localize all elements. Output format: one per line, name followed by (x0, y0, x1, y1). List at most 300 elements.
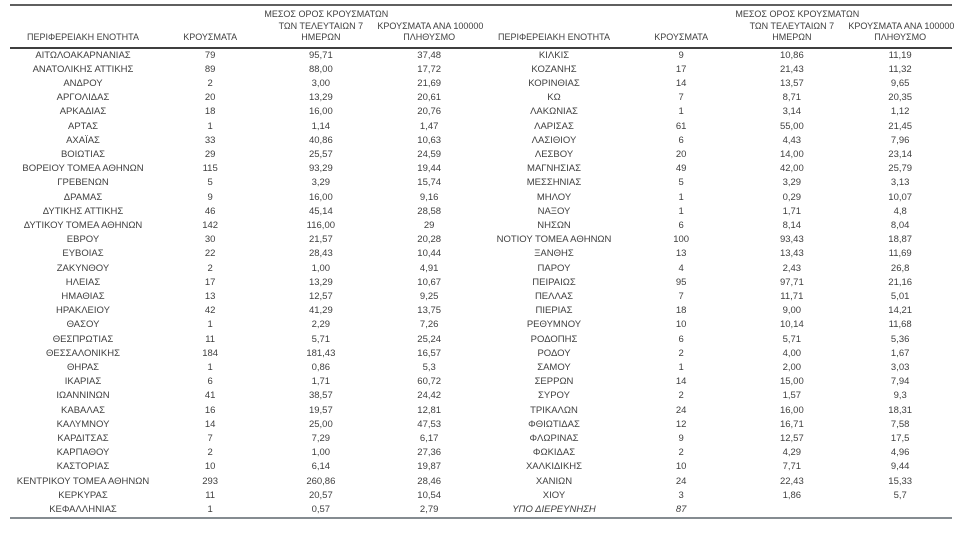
cell-per100k: 4,96 (890, 447, 910, 459)
table-row (10, 91, 481, 105)
cell-avg7: 16,00 (308, 106, 333, 118)
table-row (10, 432, 481, 446)
cell-region: ΠΑΡΟΥ (537, 262, 571, 274)
table-row (10, 191, 481, 205)
table-row (10, 375, 481, 389)
cell-avg7: 28,43 (308, 248, 333, 260)
cell-cases: 9 (207, 191, 213, 203)
cell-avg7: 7,71 (782, 461, 802, 473)
cell-region: ΧΑΝΙΩΝ (535, 475, 573, 487)
table-row (481, 176, 952, 190)
cell-region: ΖΑΚΥΝΘΟΥ (56, 262, 110, 274)
cell-avg7: 13,29 (308, 276, 333, 288)
cell-cases: 2 (678, 390, 684, 402)
cell-region: ΚΑΛΥΜΝΟΥ (56, 418, 110, 430)
table-row (10, 219, 481, 233)
cell-cases: 7 (678, 92, 684, 104)
cell-cases: 79 (204, 49, 216, 61)
cell-cases: 6 (678, 134, 684, 146)
table-row (10, 205, 481, 219)
table-row (10, 105, 481, 119)
cell-region: ΚΕΝΤΡΙΚΟΥ ΤΟΜΕΑ ΑΘΗΝΩΝ (16, 475, 150, 487)
cell-per100k: 9,44 (890, 461, 910, 473)
table-row (10, 247, 481, 261)
cell-cases: 1 (207, 361, 213, 373)
cell-per100k: 2,79 (419, 504, 439, 515)
cell-avg7: 16,71 (779, 418, 804, 430)
cell-cases: 5 (678, 177, 684, 189)
cell-cases: 16 (204, 404, 216, 416)
column-header-avg7: ΜΕΣΟΣ ΟΡΟΣ ΚΡΟΥΣΜΑΤΩΝ ΤΩΝ ΤΕΛΕΥΤΑΙΩΝ 7 ΗΜΕΡΩΝ (735, 6, 848, 48)
cell-avg7: 12,57 (779, 432, 804, 444)
cell-region: ΡΟΔΟΠΗΣ (530, 333, 578, 345)
cell-cases: 29 (204, 148, 216, 160)
table-row (481, 503, 952, 517)
cell-per100k: 6,17 (419, 432, 439, 444)
cell-cases: 87 (675, 504, 687, 515)
cell-avg7: 88,00 (308, 63, 333, 75)
cell-per100k: 28,46 (417, 475, 442, 487)
cell-region: ΑΡΓΟΛΙΔΑΣ (56, 92, 110, 104)
cell-region: ΧΑΛΚΙΔΙΚΗΣ (525, 461, 583, 473)
table-row (10, 276, 481, 290)
table-row (481, 191, 952, 205)
cell-avg7: 38,57 (308, 390, 333, 402)
cell-avg7: 97,71 (779, 276, 804, 288)
cell-avg7: 13,57 (779, 77, 804, 89)
cell-region: ΑΙΤΩΛΟΑΚΑΡΝΑΝΙΑΣ (35, 49, 131, 61)
table-row (481, 63, 952, 77)
cell-per100k: 27,36 (417, 447, 442, 459)
table-row (481, 290, 952, 304)
cell-per100k (848, 503, 952, 517)
cell-cases: 184 (202, 347, 219, 359)
table-row (481, 432, 952, 446)
regional-cases-table-right (481, 6, 955, 517)
cell-region: ΘΕΣΠΡΩΤΙΑΣ (52, 333, 114, 345)
cell-per100k: 10,67 (417, 276, 442, 288)
cell-cases: 6 (678, 333, 684, 345)
cell-region: ΣΑΜΟΥ (537, 361, 571, 373)
cell-cases: 1 (678, 205, 684, 217)
table-row (10, 460, 481, 474)
cell-region: ΘΕΣΣΑΛΟΝΙΚΗΣ (46, 347, 120, 359)
cell-cases: 42 (204, 305, 216, 317)
cell-avg7: 3,29 (782, 177, 802, 189)
table-row (481, 361, 952, 375)
cell-cases: 89 (204, 63, 216, 75)
cell-per100k: 20,28 (417, 234, 442, 246)
cell-region: ΗΡΑΚΛΕΙΟΥ (56, 305, 110, 317)
table-row (481, 446, 952, 460)
cell-region: ΜΑΓΝΗΣΙΑΣ (527, 163, 581, 175)
table-row (481, 134, 952, 148)
cell-per100k: 26,8 (890, 262, 910, 274)
table-row (10, 389, 481, 403)
cell-avg7: 93,29 (308, 163, 333, 175)
table-row (10, 77, 481, 91)
cell-avg7: 2,29 (311, 319, 331, 331)
cell-region: ΕΥΒΟΙΑΣ (62, 248, 104, 260)
cell-region: ΡΟΔΟΥ (537, 347, 571, 359)
table-row (481, 77, 952, 91)
cell-region: ΠΕΛΛΑΣ (534, 290, 574, 302)
cell-cases: 1 (207, 504, 213, 515)
cell-region: ΗΛΕΙΑΣ (65, 276, 101, 288)
cell-region: ΡΕΘΥΜΝΟΥ (526, 319, 582, 331)
cell-per100k: 18,31 (888, 404, 913, 416)
cell-cases: 46 (204, 205, 216, 217)
cell-per100k: 11,68 (888, 319, 912, 331)
cell-region: ΔΡΑΜΑΣ (63, 191, 103, 203)
cell-per100k: 3,13 (890, 177, 910, 189)
cell-region: ΝΗΣΩΝ (537, 219, 571, 231)
cell-avg7: 4,43 (782, 134, 802, 146)
table-row (481, 375, 952, 389)
cell-cases: 18 (204, 106, 216, 118)
cell-cases: 10 (675, 461, 687, 473)
cell-region: ΚΑΣΤΟΡΙΑΣ (56, 461, 110, 473)
table-row (481, 404, 952, 418)
cell-per100k: 5,01 (890, 290, 910, 302)
cell-cases: 11 (205, 333, 216, 345)
column-header-region: ΠΕΡΙΦΕΡΕΙΑΚΗ ΕΝΟΤΗΤΑ (10, 6, 156, 48)
cell-per100k: 13,75 (417, 305, 442, 317)
cell-cases: 12 (675, 418, 687, 430)
cell-region: ΚΕΡΚΥΡΑΣ (58, 489, 108, 501)
column-header-cases: ΚΡΟΥΣΜΑΤΑ (156, 6, 264, 48)
cell-avg7: 4,29 (782, 447, 802, 459)
cell-region: ΞΑΝΘΗΣ (534, 248, 574, 260)
cell-per100k: 23,14 (888, 148, 913, 160)
cell-region: ΑΧΑΪΑΣ (66, 134, 100, 146)
cell-cases: 2 (678, 347, 684, 359)
cell-region: ΙΩΑΝΝΙΝΩΝ (56, 390, 110, 402)
cell-per100k: 1,67 (890, 347, 910, 359)
cell-avg7: 12,57 (308, 290, 333, 302)
table-body-left (10, 48, 481, 518)
cell-per100k: 4,8 (893, 205, 907, 217)
cell-avg7: 3,14 (782, 106, 802, 118)
cell-cases: 11 (205, 489, 216, 501)
cell-cases: 17 (204, 276, 216, 288)
table-row (481, 418, 952, 432)
cell-per100k: 12,81 (417, 404, 442, 416)
cell-cases: 41 (204, 390, 216, 402)
table-body-right (481, 48, 952, 518)
cell-region: ΝΟΤΙΟΥ ΤΟΜΕΑ ΑΘΗΝΩΝ (496, 234, 612, 246)
cell-per100k: 10,44 (417, 248, 442, 260)
cell-cases: 7 (678, 290, 684, 302)
cell-per100k: 9,65 (890, 77, 910, 89)
table-row (10, 318, 481, 332)
cell-region: ΦΛΩΡΙΝΑΣ (529, 432, 579, 444)
cell-per100k: 15,33 (888, 475, 913, 487)
cell-avg7: 1,71 (311, 376, 331, 388)
table-row (10, 176, 481, 190)
cell-cases: 1 (207, 319, 213, 331)
table-row (481, 233, 952, 247)
table-row (10, 503, 481, 517)
cell-per100k: 37,48 (417, 49, 442, 61)
table-row (481, 120, 952, 134)
cell-cases: 142 (202, 219, 219, 231)
cell-per100k: 10,63 (417, 134, 442, 146)
cell-per100k: 25,79 (888, 163, 913, 175)
cell-cases: 20 (675, 148, 687, 160)
cell-per100k: 7,94 (890, 376, 910, 388)
cell-avg7: 0,57 (311, 504, 331, 515)
cell-avg7: 9,00 (782, 305, 802, 317)
cell-region: ΔΥΤΙΚΟΥ ΤΟΜΕΑ ΑΘΗΝΩΝ (23, 219, 143, 231)
cell-per100k: 9,3 (893, 390, 907, 402)
cell-cases: 1 (678, 361, 684, 373)
regional-cases-tables (10, 4, 955, 519)
cell-avg7 (735, 503, 848, 517)
cell-region: ΠΕΙΡΑΙΩΣ (532, 276, 576, 288)
table-row (481, 347, 952, 361)
cell-cases: 100 (673, 234, 690, 246)
table-row (481, 262, 952, 276)
cell-region: ΛΑΚΩΝΙΑΣ (530, 106, 578, 118)
cell-cases: 10 (675, 319, 687, 331)
cell-cases: 1 (207, 120, 213, 132)
cell-cases: 24 (675, 404, 687, 416)
cell-region: ΚΑΒΑΛΑΣ (61, 404, 105, 416)
cell-cases: 3 (678, 489, 684, 501)
cell-avg7: 15,00 (779, 376, 804, 388)
cell-region: ΜΕΣΣΗΝΙΑΣ (526, 177, 582, 189)
cell-avg7: 22,43 (779, 475, 804, 487)
cell-per100k: 60,72 (417, 376, 442, 388)
cell-cases: 6 (207, 376, 213, 388)
cell-per100k: 1,12 (890, 106, 910, 118)
cell-avg7: 1,00 (311, 262, 331, 274)
cell-region: ΚΑΡΠΑΘΟΥ (56, 447, 110, 459)
cell-per100k: 14,21 (888, 305, 913, 317)
cell-region: ΠΙΕΡΙΑΣ (535, 305, 573, 317)
cell-per100k: 3,03 (890, 361, 910, 373)
cell-region: ΙΚΑΡΙΑΣ (64, 376, 102, 388)
cell-avg7: 25,00 (308, 418, 333, 430)
cell-per100k: 11,19 (888, 49, 912, 61)
cell-avg7: 21,57 (308, 234, 333, 246)
cell-region: ΛΑΡΙΣΑΣ (534, 120, 574, 132)
cell-region: ΤΡΙΚΑΛΩΝ (530, 404, 578, 416)
cell-per100k: 19,44 (417, 163, 442, 175)
cell-per100k: 11,69 (888, 248, 912, 260)
cell-cases: 61 (675, 120, 687, 132)
cell-cases: 9 (678, 432, 684, 444)
cell-per100k: 7,58 (890, 418, 910, 430)
cell-avg7: 20,57 (308, 489, 333, 501)
cell-avg7: 6,14 (311, 461, 331, 473)
cell-avg7: 93,43 (779, 234, 804, 246)
cell-avg7: 16,00 (779, 404, 804, 416)
cell-region: ΜΗΛΟΥ (536, 191, 572, 203)
cell-cases: 13 (204, 290, 216, 302)
cell-cases: 2 (207, 77, 213, 89)
cell-per100k: 28,58 (417, 205, 442, 217)
cell-avg7: 40,86 (308, 134, 333, 146)
cell-region: ΘΑΣΟΥ (66, 319, 100, 331)
table-row (10, 404, 481, 418)
table-row (10, 347, 481, 361)
cell-cases: 2 (207, 262, 213, 274)
regional-cases-table-left (10, 6, 484, 517)
cell-region: ΥΠΟ ΔΙΕΡΕΥΝΗΣΗ (512, 504, 596, 515)
cell-per100k: 11,32 (888, 63, 912, 75)
cell-cases: 7 (207, 432, 213, 444)
table-row (10, 162, 481, 176)
cell-cases: 17 (675, 63, 687, 75)
cell-per100k: 7,26 (419, 319, 439, 331)
cell-per100k: 10,07 (888, 191, 913, 203)
table-row (10, 489, 481, 503)
cell-cases: 30 (204, 234, 216, 246)
cell-cases: 1 (678, 191, 684, 203)
cell-avg7: 2,00 (782, 361, 802, 373)
report-page (0, 4, 955, 536)
cell-per100k: 10,54 (417, 489, 442, 501)
cell-region: ΔΥΤΙΚΗΣ ΑΤΤΙΚΗΣ (42, 205, 124, 217)
cell-region: ΧΙΟΥ (542, 489, 566, 501)
table-header-left (10, 6, 484, 48)
cell-per100k: 19,87 (417, 461, 442, 473)
cell-per100k: 24,42 (417, 390, 442, 402)
cell-avg7: 116,00 (306, 219, 336, 231)
table-row (10, 148, 481, 162)
cell-avg7: 95,71 (308, 49, 333, 61)
cell-avg7: 7,29 (311, 432, 331, 444)
table-row (481, 48, 952, 63)
cell-per100k: 21,45 (888, 120, 913, 132)
cell-region: ΕΒΡΟΥ (66, 234, 100, 246)
cell-cases: 49 (675, 163, 687, 175)
table-row (481, 276, 952, 290)
cell-cases: 95 (675, 276, 687, 288)
cell-avg7: 1,00 (311, 447, 331, 459)
cell-region: ΑΡΤΑΣ (68, 120, 98, 132)
cell-avg7: 45,14 (308, 205, 333, 217)
table-row (481, 475, 952, 489)
cell-avg7: 0,86 (311, 361, 331, 373)
cell-cases: 22 (204, 248, 216, 260)
cell-region: ΚΑΡΔΙΤΣΑΣ (57, 432, 109, 444)
table-row (481, 91, 952, 105)
cell-region: ΑΝΔΡΟΥ (63, 77, 103, 89)
cell-region: ΦΘΙΩΤΙΔΑΣ (528, 418, 580, 430)
cell-cases: 293 (202, 475, 219, 487)
cell-region: ΒΟΙΩΤΙΑΣ (60, 148, 106, 160)
table-row (481, 162, 952, 176)
cell-per100k: 20,61 (417, 92, 442, 104)
cell-avg7: 19,57 (308, 404, 333, 416)
cell-per100k: 47,53 (417, 418, 442, 430)
cell-region: ΛΕΣΒΟΥ (534, 148, 574, 160)
column-header-avg7: ΜΕΣΟΣ ΟΡΟΣ ΚΡΟΥΣΜΑΤΩΝ ΤΩΝ ΤΕΛΕΥΤΑΙΩΝ 7 ΗΜΕΡΩΝ (264, 6, 377, 48)
cell-region: ΣΥΡΟΥ (538, 390, 570, 402)
cell-per100k: 8,04 (890, 219, 910, 231)
table-row (10, 48, 481, 63)
cell-per100k: 4,91 (419, 262, 439, 274)
cell-avg7: 10,14 (779, 319, 804, 331)
cell-per100k: 24,59 (417, 148, 442, 160)
cell-region: ΗΜΑΘΙΑΣ (61, 290, 105, 302)
cell-cases: 5 (207, 177, 213, 189)
table-row (10, 446, 481, 460)
cell-cases: 1 (678, 106, 684, 118)
cell-avg7: 1,14 (311, 120, 331, 132)
table-row (10, 418, 481, 432)
cell-avg7: 4,00 (782, 347, 802, 359)
cell-per100k: 21,69 (417, 77, 442, 89)
cell-avg7: 3,00 (311, 77, 331, 89)
table-row (481, 489, 952, 503)
column-header-per100k: ΚΡΟΥΣΜΑΤΑ ΑΝΑ 100000 ΠΛΗΘΥΣΜΟ (377, 6, 481, 48)
cell-avg7: 0,29 (782, 191, 802, 203)
cell-avg7: 41,29 (308, 305, 333, 317)
cell-cases: 2 (207, 447, 213, 459)
table-row (481, 219, 952, 233)
table-row (10, 361, 481, 375)
cell-cases: 33 (204, 134, 216, 146)
cell-cases: 14 (675, 376, 687, 388)
cell-cases: 18 (675, 305, 687, 317)
cell-cases: 2 (678, 447, 684, 459)
cell-cases: 13 (675, 248, 687, 260)
column-header-cases: ΚΡΟΥΣΜΑΤΑ (627, 6, 735, 48)
cell-cases: 10 (204, 461, 216, 473)
cell-region: ΝΑΞΟΥ (537, 205, 571, 217)
table-row (481, 105, 952, 119)
cell-per100k: 17,72 (417, 63, 442, 75)
cell-region: ΚΟΡΙΝΘΙΑΣ (528, 77, 580, 89)
cell-region: ΑΡΚΑΔΙΑΣ (59, 106, 107, 118)
cell-avg7: 13,29 (308, 92, 333, 104)
cell-region: ΒΟΡΕΙΟΥ ΤΟΜΕΑ ΑΘΗΝΩΝ (22, 163, 144, 175)
cell-avg7: 260,86 (306, 475, 336, 487)
cell-cases: 14 (204, 418, 216, 430)
table-row (481, 333, 952, 347)
cell-region: ΣΕΡΡΩΝ (534, 376, 574, 388)
cell-region: ΦΩΚΙΔΑΣ (532, 447, 576, 459)
table-row (481, 247, 952, 261)
cell-cases: 20 (204, 92, 216, 104)
table-row (481, 304, 952, 318)
table-row (481, 389, 952, 403)
table-row (10, 233, 481, 247)
cell-per100k: 21,16 (888, 276, 913, 288)
cell-per100k: 7,96 (890, 134, 910, 146)
table-row (10, 134, 481, 148)
cell-per100k: 20,35 (888, 92, 913, 104)
cell-per100k: 17,5 (890, 432, 910, 444)
cell-cases: 115 (202, 163, 218, 175)
table-row (10, 475, 481, 489)
cell-avg7: 181,43 (306, 347, 336, 359)
cell-cases: 6 (678, 219, 684, 231)
cell-per100k: 20,76 (417, 106, 442, 118)
table-row (481, 148, 952, 162)
table-row (10, 304, 481, 318)
cell-per100k: 29 (423, 219, 435, 231)
cell-per100k: 18,87 (888, 234, 913, 246)
cell-region: ΚΙΛΚΙΣ (538, 49, 570, 61)
cell-region: ΑΝΑΤΟΛΙΚΗΣ ΑΤΤΙΚΗΣ (32, 63, 134, 75)
cell-avg7: 11,71 (780, 290, 804, 302)
cell-cases: 4 (678, 262, 684, 274)
